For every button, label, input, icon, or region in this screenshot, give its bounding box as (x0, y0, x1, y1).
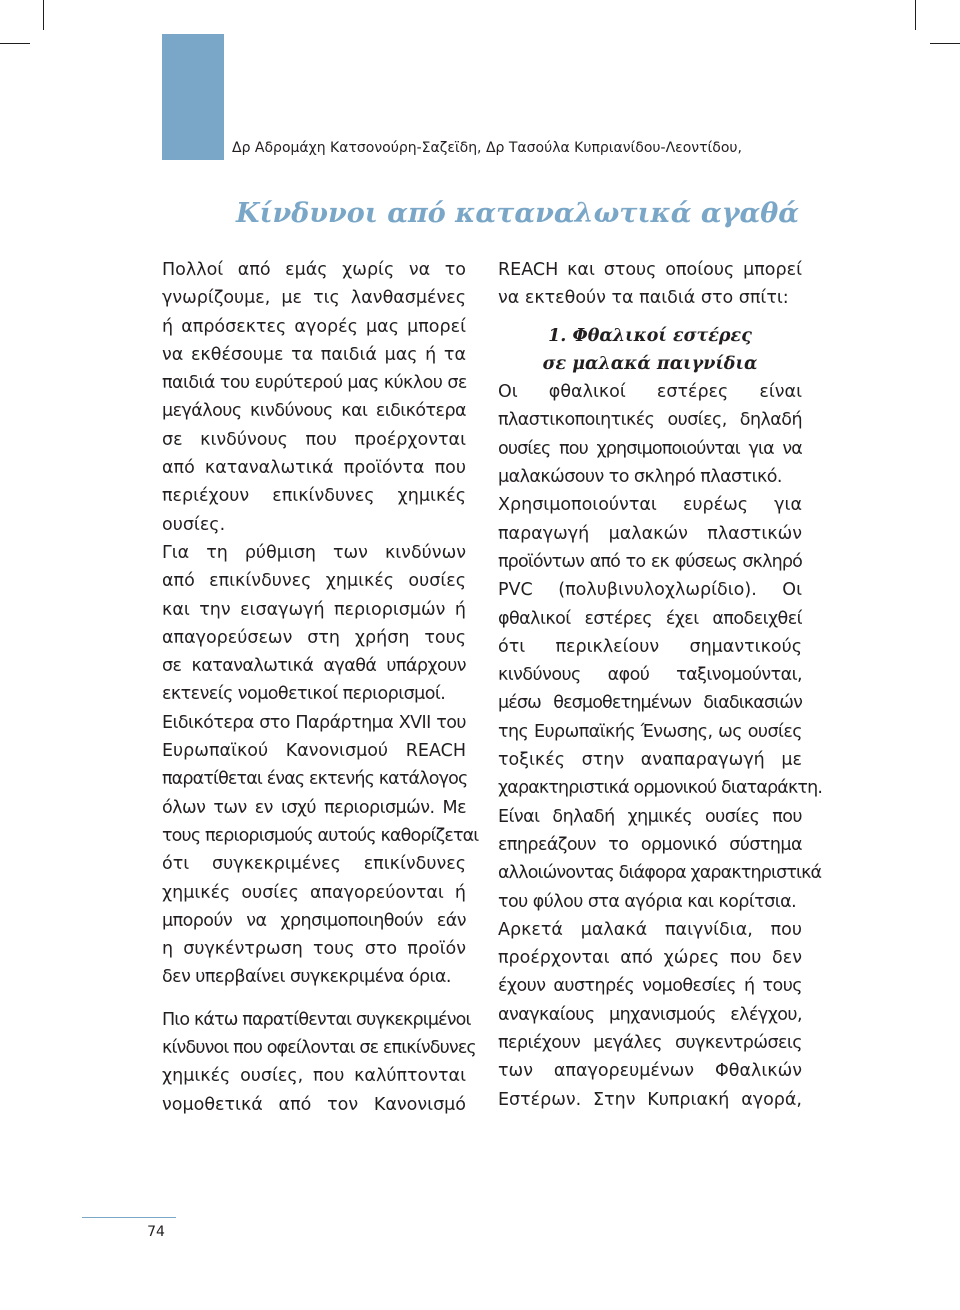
text-line: περιέχουν επικίνδυνες χημικές (162, 486, 466, 507)
text-line: σε κινδύνους που προέρχονται (162, 429, 466, 450)
decorative-blue-block (162, 34, 224, 160)
text-line: Ειδικότερα στο Παράρτημα XVII του (162, 712, 466, 733)
text-line: χαρακτηριστικά ορμονικού διαταράκτη. (498, 778, 823, 799)
text-line: ή απρόσεκτες αγορές μας μπορεί (162, 316, 466, 337)
footer-rule (82, 1217, 176, 1218)
text-line: Εστέρων. Στην Κυπριακή αγορά, (498, 1089, 802, 1110)
text-line: μεγάλους κινδύνους και ειδικότερα (162, 401, 466, 422)
text-line: προϊόντων από το εκ φύσεως σκληρό (498, 551, 802, 572)
text-line: αλλοιώνοντας διάφορα χαρακτηριστικά (498, 863, 822, 884)
text-line: δεν υπερβαίνει συγκεκριμένα όρια. (162, 967, 451, 988)
text-line: πλαστικοποιητικές ουσίες, δηλαδή (498, 410, 802, 431)
text-line: Πολλοί από εμάς χωρίς να το (162, 260, 466, 280)
section-heading: 1. Φθαλικοί εστέρες (548, 325, 752, 346)
text-line: τοξικές στην αναπαραγωγή με (498, 750, 802, 771)
text-line: χημικές ουσίες, που καλύπτονται (162, 1066, 466, 1087)
text-line: παρατίθεται ένας εκτενής κατάλογος (162, 769, 468, 790)
text-line: μαλακώσουν το σκληρό πλαστικό. (498, 467, 782, 488)
text-line: από επικίνδυνες χημικές ουσίες (162, 571, 466, 592)
text-line: Οι φθαλικοί εστέρες είναι (498, 382, 802, 403)
text-line: κίνδυνοι που οφείλονται σε επικίνδυνες (162, 1038, 476, 1059)
paragraph-gap (498, 313, 802, 322)
crop-mark (0, 43, 30, 44)
page-number: 74 (147, 1224, 165, 1240)
text-line: σε καταναλωτικά αγαθά υπάρχουν (162, 656, 466, 677)
paragraph-gap (162, 992, 466, 1006)
crop-mark (915, 0, 916, 30)
section-heading: σε μαλακά παιγνίδια (542, 353, 758, 374)
text-line: REACH και στους οποίους μπορεί (498, 260, 802, 280)
text-line: εκτενείς νομοθετικοί περιορισμοί. (162, 684, 446, 705)
text-line: Ευρωπαϊκού Κανονισμού REACH (162, 741, 466, 762)
left-column (162, 256, 479, 1119)
text-line: της Ευρωπαϊκής Ένωσης, ως ουσίες (498, 721, 802, 742)
text-line: Αρκετά μαλακά παιγνίδια, που (498, 919, 802, 940)
text-line: από καταναλωτικά προϊόντα που (162, 458, 466, 479)
text-line: PVC (πολυβινυλοχλωρίδιο). Οι (498, 580, 802, 601)
text-line: και την εισαγωγή περιορισμών ή (162, 599, 466, 620)
authors-line: Δρ Αδρομάχη Κατσονούρη-Σαζεϊδη, Δρ Τασούλα Κυπριανίδου-Λεοντίδου, (232, 140, 742, 156)
text-line: να εκθέσουμε τα παιδιά μας ή τα (162, 344, 466, 365)
text-line: χημικές ουσίες απαγορεύονται ή (162, 882, 466, 903)
text-line: ότι περικλείουν σημαντικούς (498, 636, 802, 657)
text-line: του φύλου στα αγόρια και κορίτσια. (498, 891, 797, 912)
text-line: φθαλικοί εστέρες έχει αποδειχθεί (498, 608, 802, 629)
text-line: ότι συγκεκριμένες επικίνδυνες (162, 854, 466, 875)
text-line: να εκτεθούν τα παιδιά στο σπίτι: (498, 288, 789, 309)
text-line: αναγκαίους μηχανισμούς ελέγχου, (498, 1004, 802, 1025)
text-line: έχουν αυστηρές νομοθεσίες ή τους (498, 976, 802, 997)
text-line: νομοθετικά από τον Κανονισμό (162, 1094, 466, 1115)
text-line: επηρεάζουν το ορμονικό σύστημα (498, 834, 802, 855)
text-line: απαγορεύσεων στη χρήση τους (162, 627, 466, 648)
text-line: η συγκέντρωση τους στο προϊόν (162, 939, 466, 960)
text-line: όλων των εν ισχύ περιορισμών. Με (162, 797, 466, 818)
text-line: γνωρίζουμε, με τις λανθασμένες (162, 288, 466, 309)
text-line: Πιο κάτω παρατίθενται συγκεκριμένοι (162, 1009, 471, 1030)
text-line: ουσίες. (162, 514, 226, 535)
crop-mark (930, 43, 960, 44)
text-line: των απαγορευμένων Φθαλικών (498, 1061, 802, 1082)
text-line: μέσω θεσμοθετημένων διαδικασιών (498, 693, 802, 714)
text-line: τους περιορισμούς αυτούς καθορίζεται (162, 825, 479, 846)
text-line: Είναι δηλαδή χημικές ουσίες που (498, 806, 802, 827)
text-line: Χρησιμοποιούνται ευρέως για (498, 495, 802, 516)
text-line: ουσίες που χρησιμοποιούνται για να (498, 438, 802, 459)
article-title: Κίνδυνοι από καταναλωτικά αγαθά (236, 198, 800, 229)
right-column (498, 256, 823, 1114)
text-line: παιδιά του ευρύτερού μας κύκλου σε (162, 373, 467, 394)
text-line: προέρχονται από χώρες που δεν (498, 948, 802, 969)
text-line: περιέχουν μεγάλες συγκεντρώσεις (498, 1033, 802, 1054)
text-line: μπορούν να χρησιμοποιηθούν εάν (162, 910, 466, 931)
text-line: παραγωγή μαλακών πλαστικών (498, 523, 802, 544)
crop-mark (43, 0, 44, 30)
text-line: κινδύνους αφού ταξινομούνται, (498, 665, 802, 686)
text-line: Για τη ρύθμιση των κινδύνων (162, 542, 466, 563)
